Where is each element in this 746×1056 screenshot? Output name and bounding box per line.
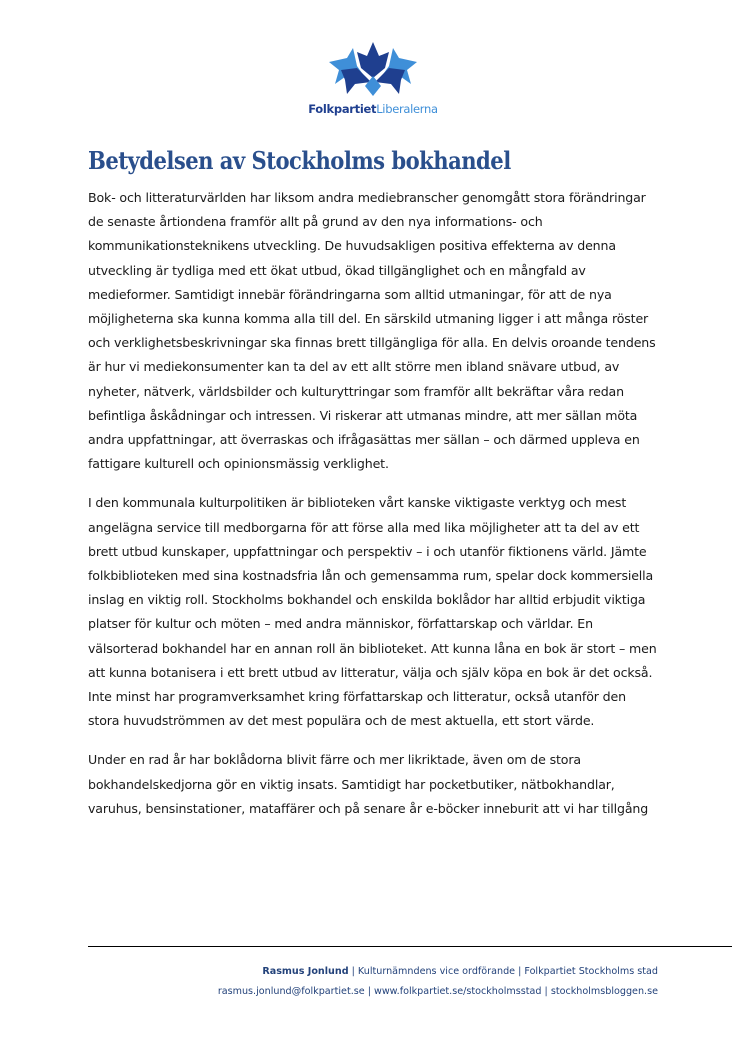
- footer-author: Rasmus Jonlund: [262, 966, 349, 977]
- paragraph-3: Under en rad år har boklådorna blivit färre och mer likriktade, även om de stora bokhandelskedjorna gör en viktig insats. Samtidigt har pocketbutiker, nätbokhandlar, varuhus, bensinstationer, mataffärer och på senare år e-böcker inneburit att vi har tillgång: [88, 752, 649, 816]
- document-body: [88, 186, 658, 836]
- footer-author-line: [218, 962, 658, 982]
- brand-name-part1: Folkpartiet: [308, 102, 377, 116]
- footer-contact: rasmus.jonlund@folkpartiet.se | www.folkpartiet.se/stockholmsstad | stockholmsbloggen.se: [217, 986, 658, 997]
- paragraph-1: Bok- och litteraturvärlden har liksom andra mediebranscher genomgått stora förändringar de senaste årtiondena framför allt på grund av den nya informations- och kommunikationsteknikens utveckling. De huvudsakligen positiva effekterna av denna utveckling är tydliga med ett ökat utbud, ökad tillgänglighet och en mångfald av medieformer. Samtidigt innebär förändringarna som alltid utmaningar, för att de nya möjligheterna ska kunna komma alla till del. En särskild utmaning ligger i att många röster och verklighetsbeskrivningar ska finnas brett tillgängliga för alla. En delvis oroande tendens är hur vi mediekonsumenter kan ta del av ett allt större men ibland snävare utbud, av nyheter, nätverk, världsbilder och kulturyttringar som framför allt bekräftar våra redan befintliga åskådningar och intressen. Vi riskerar att utmanas mindre, att mer sällan möta andra uppfattningar, att överraskas och ifrågasättas mer sällan – och därmed uppleva en fattigare kulturell och opinionsmässig verklighet.: [88, 190, 656, 472]
- page-footer: [218, 962, 658, 1002]
- footer-role: | Kulturnämndens vice ordförande | Folkpartiet Stockholms stad: [348, 966, 658, 977]
- footer-divider: [88, 946, 732, 947]
- brand-wordmark: [300, 102, 446, 116]
- star-cornflower-logo-icon: [327, 40, 419, 98]
- paragraph-2: I den kommunala kulturpolitiken är biblioteken vårt kanske viktigaste verktyg och mest angelägna service till medborgarna för att förse alla med lika möjligheter att ta del av ett brett utbud kunskaper, uppfattningar och perspektiv – i och utanför fiktionens värld. Jämte folkbiblioteken med sina kostnadsfria lån och gemensamma rum, spelar dock kommersiella inslag en viktig roll. Stockholms bokhandel och enskilda boklådor har alltid erbjudit viktiga platser för kultur och möten – med andra människor, författarskap och världar. En välsorterad bokhandel har en annan roll än biblioteket. Att kunna låna en bok är stort – men att kunna botanisera i ett brett utbud av litteratur, välja och själv köpa en bok är det också. Inte minst har programverksamhet kring författarskap och litteratur, också utanför den stora huvudströmmen av det mest populära och de mest aktuella, ett stort värde.: [88, 495, 657, 729]
- party-logo: [300, 40, 446, 120]
- brand-name-part2: Liberalerna: [376, 102, 438, 116]
- document-title: Betydelsen av Stockholms bokhandel: [88, 146, 511, 175]
